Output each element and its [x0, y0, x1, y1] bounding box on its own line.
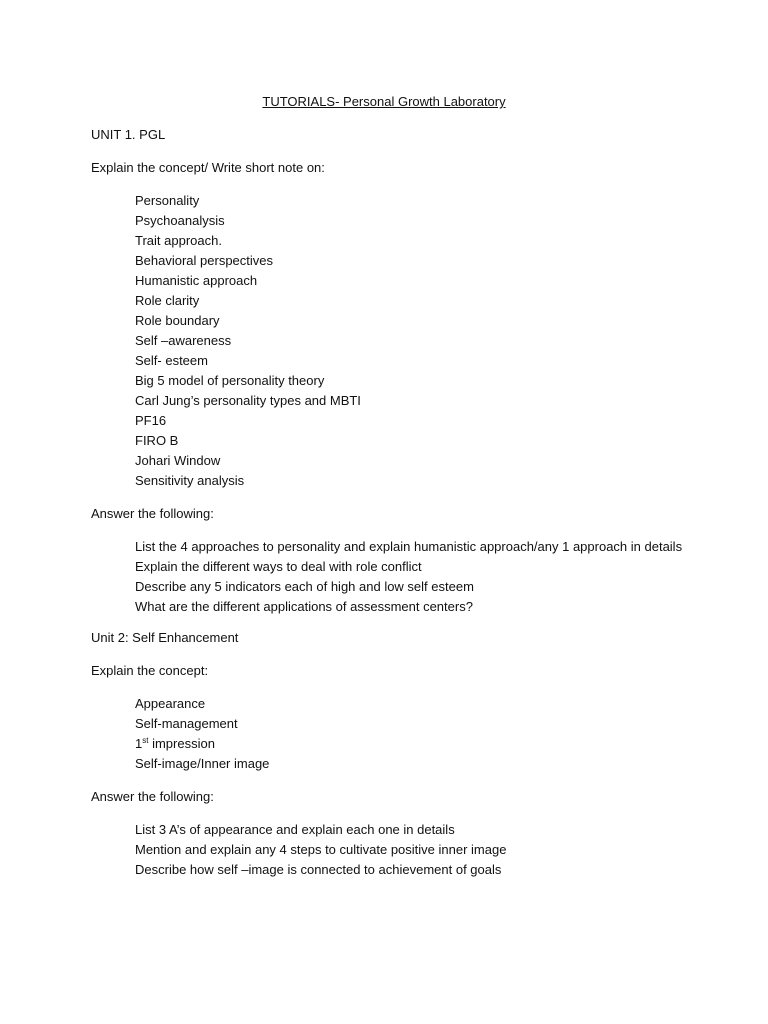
unit2-heading: Unit 2: Self Enhancement — [91, 630, 239, 645]
unit2-concept-heading: Explain the concept: — [91, 663, 209, 678]
unit2-answer-heading: Answer the following: — [91, 789, 214, 804]
unit1-concept-heading: Explain the concept/ Write short note on: — [91, 160, 325, 175]
document-title: TUTORIALS- Personal Growth Laboratory — [262, 94, 506, 109]
unit1-answer-heading: Answer the following: — [91, 506, 214, 521]
unit1-heading: UNIT 1. PGL — [91, 127, 166, 142]
document-page: TUTORIALS- Personal Growth Laboratory UNIT 1. PGL Explain the concept/ Write short note on: Personality Psychoanalysis Trait approach. Behavioral perspectives Humanistic approach Role clarity Role boundary Self –awareness Self- esteem Big 5 model of personality theory Carl Jung’s personality types and MBTI PF16 FIRO B Johari Window Sensitivity analysis Answer the following: List the 4 approaches to personality and explain humanistic approach/any 1 approach in details Explain the different ways to deal with role conflict Describe any 5 indicators each of high and low self esteem What are the different applications of assessment centers? Unit 2: Self Enhancement Explain the concept: Appearance Self-management 1st impression Self-image/Inner image Answer the following: List 3 A’s of appearance and explain each one in details Mention and explain any 4 steps to cultivate positive inner image Describe how self –image is connected to achievement of goals — [0, 0, 768, 1024]
first-impression-text: 1st impression — [135, 736, 215, 751]
